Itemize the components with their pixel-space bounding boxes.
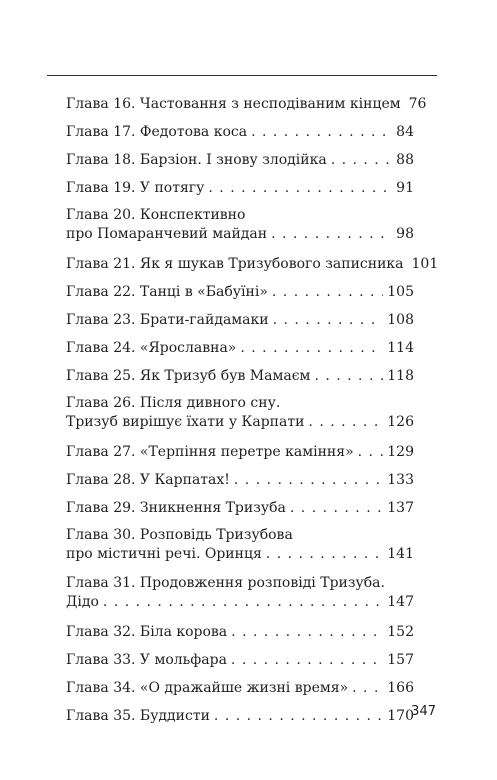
- toc-entry-title: Глава 35. Буддисти: [66, 708, 210, 724]
- dot-leader: [308, 412, 383, 432]
- toc-entry-title: Глава 18. Барзіон. І знову злодійка: [66, 152, 327, 168]
- dot-leader: [352, 678, 383, 698]
- toc-entry-title: Глава 20. Конспективно: [66, 207, 246, 223]
- toc-entry-page: 166: [387, 680, 414, 696]
- toc-entry-title: Глава 30. Розповідь Тризубова: [66, 527, 293, 543]
- dot-leader: [331, 150, 392, 170]
- toc-entry: [66, 310, 414, 330]
- toc-entry-page: 129: [387, 444, 414, 460]
- toc-entry-page: 137: [387, 500, 414, 516]
- toc-entry-page: 84: [396, 124, 414, 140]
- toc-entry-title: Глава 32. Біла корова: [66, 624, 228, 640]
- dot-leader: [240, 338, 383, 358]
- toc-entry-page: 133: [387, 472, 414, 488]
- toc-entry-page: 126: [387, 414, 414, 430]
- toc-entry: [66, 254, 439, 274]
- toc-entry-title: про містичні речі. Оринця: [66, 546, 262, 562]
- dot-leader: [214, 706, 383, 726]
- toc-entry: [66, 526, 414, 564]
- toc-entry-page: 114: [387, 340, 414, 356]
- toc-entry-title: Глава 34. «О дражайше жизні время»: [66, 680, 349, 696]
- toc-entry-title: Глава 23. Брати-гайдамаки: [66, 312, 269, 328]
- toc-entry-page: 98: [396, 226, 414, 242]
- toc-entry-page: 88: [396, 152, 414, 168]
- dot-leader: [314, 366, 383, 386]
- toc-entry: [66, 678, 414, 698]
- toc-entry-page: 141: [387, 546, 414, 562]
- toc-entry: [66, 470, 414, 490]
- page-number: 347: [411, 704, 436, 719]
- toc-entry-page: 152: [387, 624, 414, 640]
- toc-entry: [66, 498, 414, 518]
- toc-entry: [66, 650, 414, 670]
- toc-entry-title: Тризуб вирішує їхати у Карпати: [66, 414, 305, 430]
- dot-leader: [234, 470, 383, 490]
- dot-leader: [231, 622, 383, 642]
- toc-entry: [66, 442, 414, 462]
- header-rule: [47, 75, 437, 76]
- dot-leader: [231, 650, 383, 670]
- toc-entry: [66, 150, 414, 170]
- toc-entry-title: Глава 33. У мольфара: [66, 652, 227, 668]
- dot-leader: [103, 592, 383, 612]
- toc-entry: [66, 622, 414, 642]
- toc-entry-title: Глава 28. У Карпатах!: [66, 472, 230, 488]
- toc-entry: [66, 282, 414, 302]
- toc-entry-page: 147: [387, 594, 414, 610]
- dot-leader: [290, 498, 383, 518]
- toc-entry: [66, 394, 414, 432]
- toc-entry: [66, 206, 414, 244]
- toc-entry-title: Глава 27. «Терпіння перетре каміння»: [66, 444, 354, 460]
- toc-entry-title: про Помаранчевий майдан: [66, 226, 268, 242]
- toc-entry-title: Глава 22. Танці в «Бабуїні»: [66, 284, 268, 300]
- toc-entry-title: Глава 29. Зникнення Тризуба: [66, 500, 286, 516]
- toc-entry: [66, 178, 414, 198]
- toc-entry: [66, 122, 414, 142]
- toc-entry-page: 157: [387, 652, 414, 668]
- toc-entry-title: Глава 17. Федотова коса: [66, 124, 248, 140]
- toc-entry: [66, 366, 414, 386]
- toc-entry: [66, 706, 414, 726]
- dot-leader: [208, 178, 392, 198]
- toc-entry-page: 76: [408, 96, 427, 112]
- toc-entry-title: Глава 31. Продовження розповіді Тризуба.: [66, 575, 385, 591]
- toc-entry-page: 108: [387, 312, 414, 328]
- toc-entry-page: 118: [387, 368, 414, 384]
- toc-entry-title: Глава 26. Після дивного сну.: [66, 395, 281, 411]
- toc-entry-page: 101: [411, 256, 439, 272]
- toc-entry: [66, 338, 414, 358]
- toc-entry-page: 91: [396, 180, 414, 196]
- toc-entry-title: Глава 24. «Ярославна»: [66, 340, 237, 356]
- toc-entry-title: Глава 19. У потягу: [66, 180, 205, 196]
- toc-entry-page: 170: [387, 708, 414, 724]
- dot-leader: [272, 282, 383, 302]
- dot-leader: [266, 544, 383, 564]
- dot-leader: [271, 224, 392, 244]
- dot-leader: [251, 122, 392, 142]
- dot-leader: [273, 310, 384, 330]
- toc-entry-title: Глава 21. Як я шукав Тризубового записника: [66, 256, 404, 272]
- toc-entry-title: Глава 16. Частовання з несподіваним кінцем: [66, 96, 401, 112]
- dot-leader: [358, 442, 384, 462]
- toc-entry-title: Глава 25. Як Тризуб був Мамаєм: [66, 368, 311, 384]
- toc-entry-page: 105: [387, 284, 414, 300]
- toc-entry-title: Дідо: [66, 594, 99, 610]
- toc-entry: [66, 574, 414, 612]
- toc-entry: [66, 94, 427, 114]
